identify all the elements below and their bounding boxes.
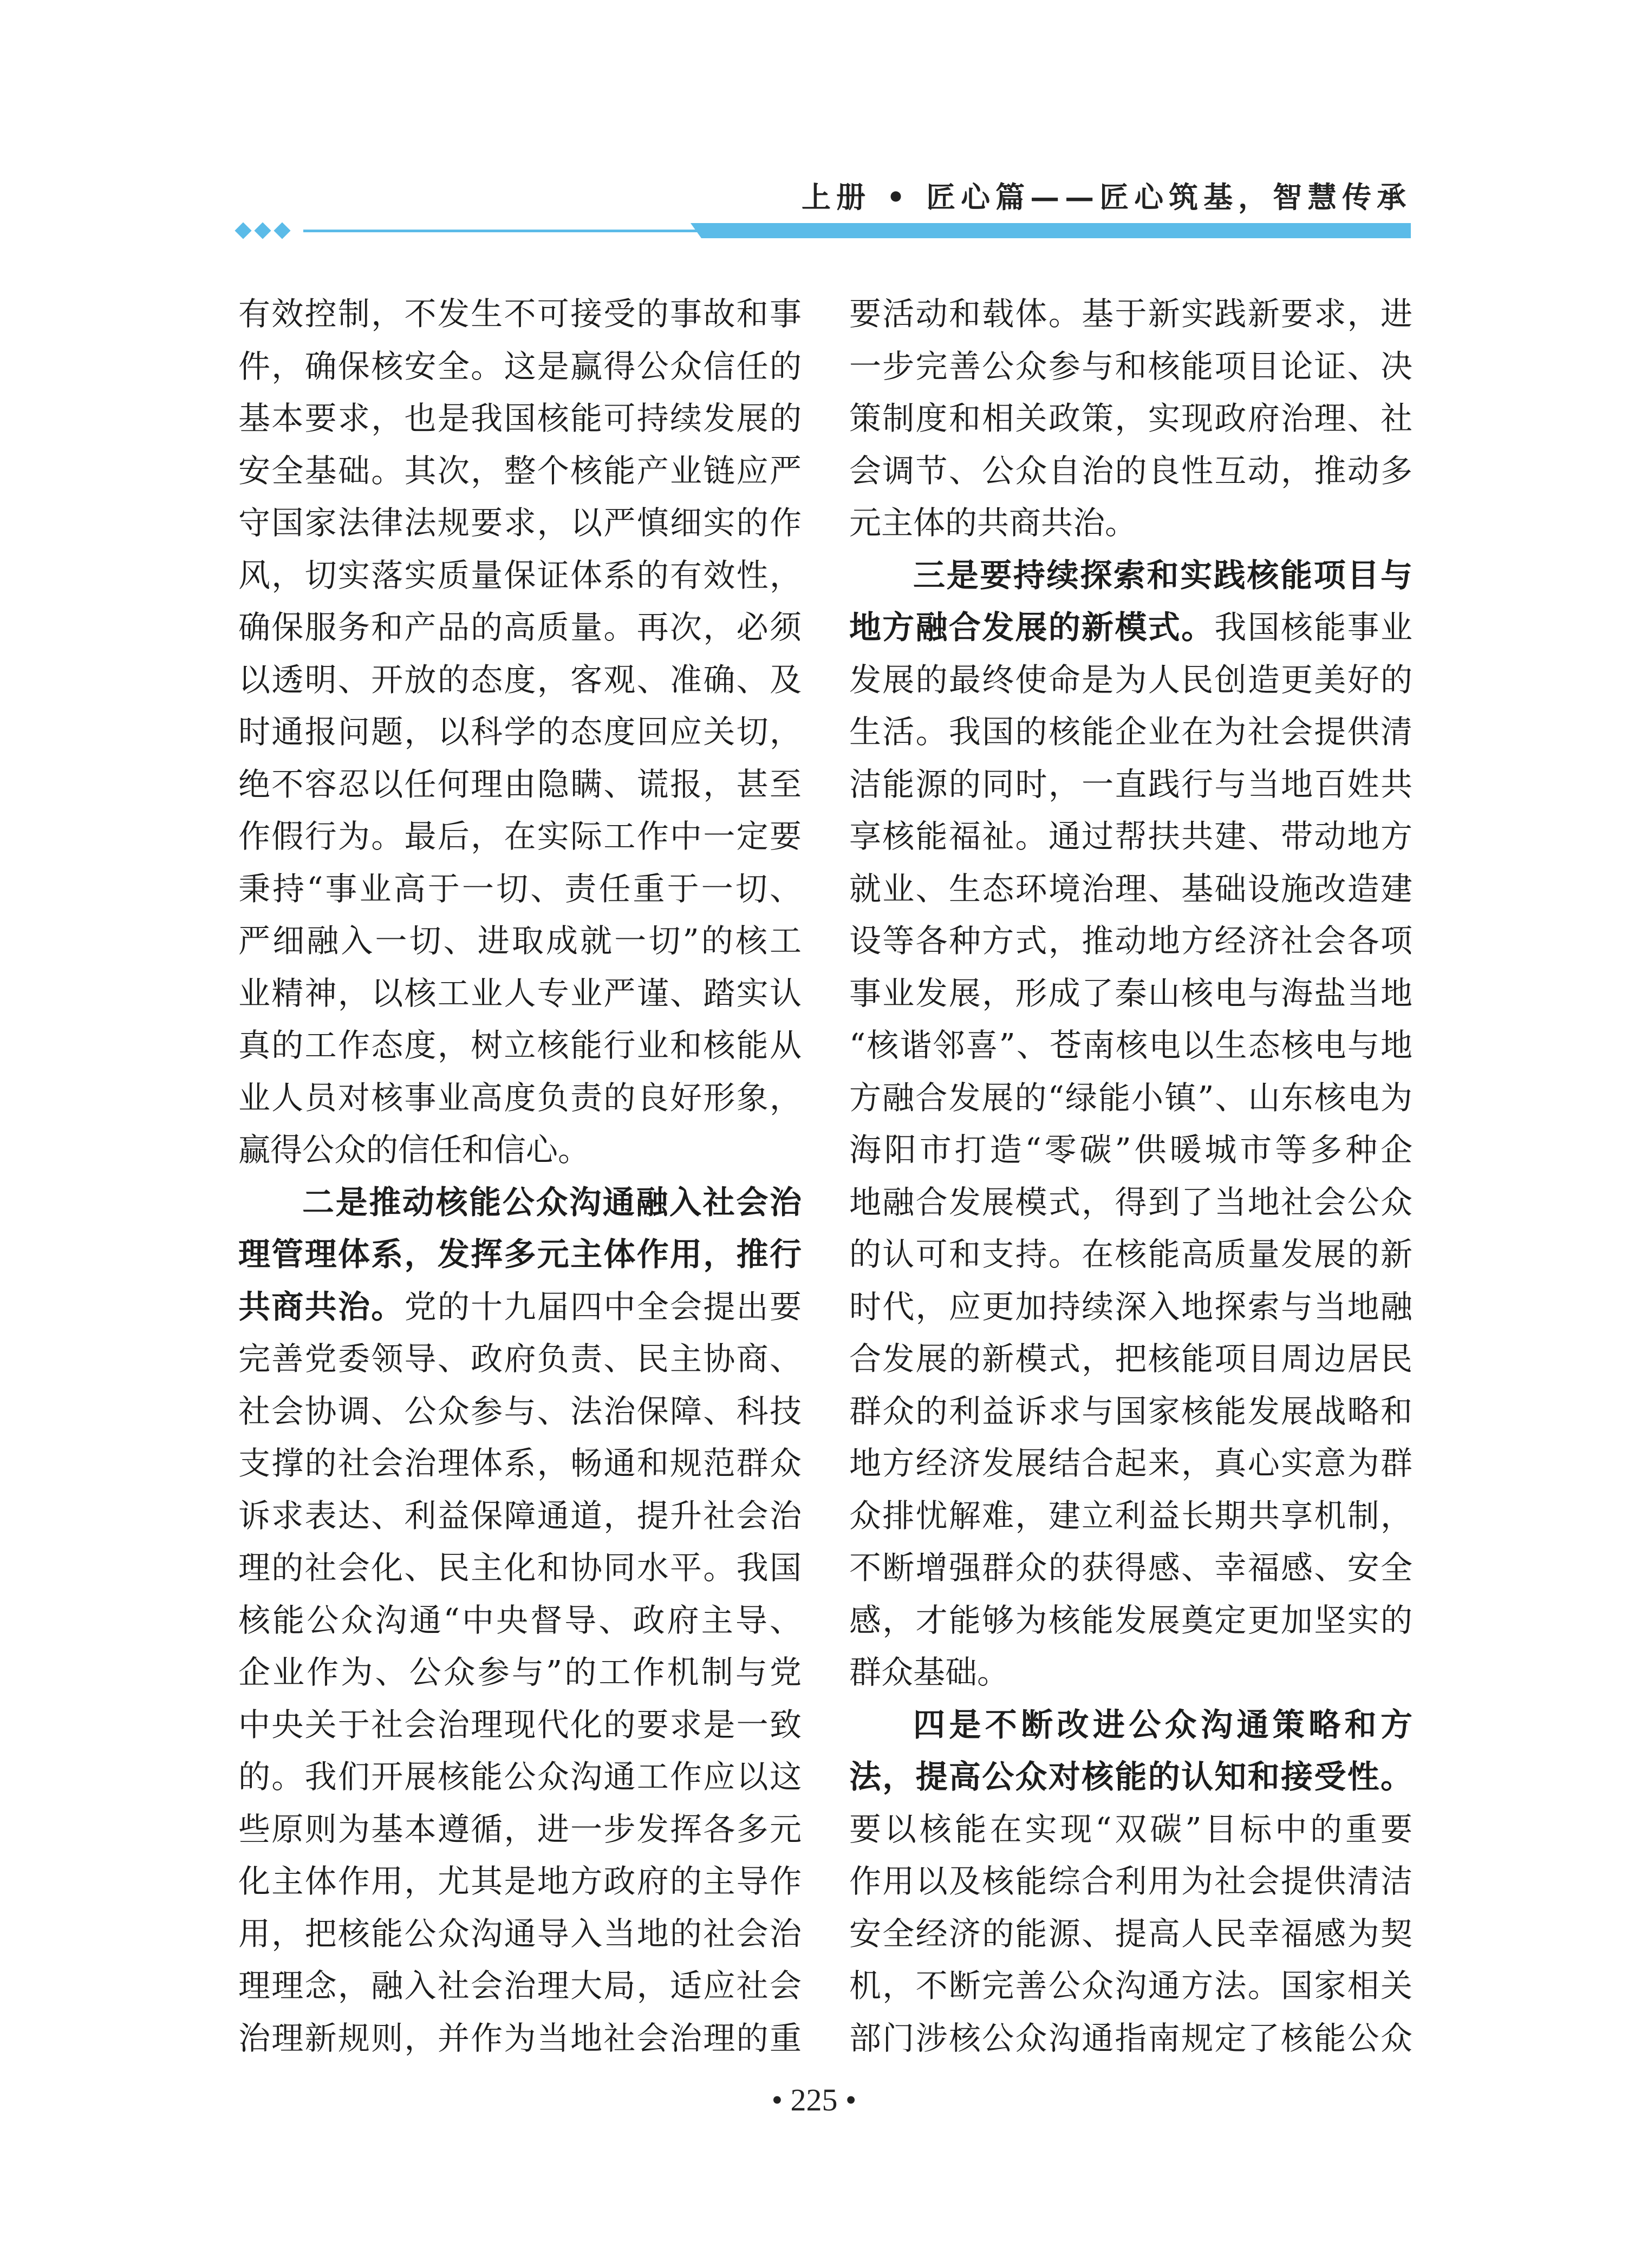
text-line [849, 1281, 1412, 1334]
text-run: 些原则为基本遵循，进一步发挥各多元 [238, 1810, 802, 1848]
text-line [238, 1437, 802, 1490]
running-head: 上册 • 匠心篇——匠心筑基，智慧传承 [802, 180, 1412, 214]
text-run: “核谐邻喜”、苍南核电以生态核电与地 [849, 1027, 1412, 1064]
text-line [238, 1177, 802, 1229]
text-run: 洁能源的同时，一直践行与当地百姓共 [849, 765, 1412, 803]
text-line [849, 445, 1412, 498]
text-line [238, 602, 802, 654]
text-run: 业精神，以核工业人专业严谨、踏实认 [238, 974, 802, 1012]
text-line [238, 1228, 802, 1281]
bold-run: 地方融合发展的新模式。 [849, 609, 1215, 646]
text-run: 守国家法律法规要求，以严慎细实的作 [238, 504, 802, 541]
text-line [849, 1019, 1412, 1072]
text-line [849, 1437, 1412, 1490]
text-line [849, 1228, 1412, 1281]
text-line [849, 1699, 1412, 1751]
text-run: 要以核能在实现“双碳”目标中的重要 [849, 1810, 1412, 1848]
text-run: 众排忧解难，建立利益长期共享机制， [849, 1496, 1412, 1534]
text-line [849, 1333, 1412, 1385]
text-line [238, 1124, 802, 1177]
text-run: 群众的利益诉求与国家核能发展战略和 [849, 1392, 1412, 1430]
text-line [849, 811, 1412, 863]
text-line [238, 341, 802, 393]
text-run: 支撑的社会治理体系，畅通和规范群众 [238, 1445, 802, 1482]
bold-run: 法，提高公众对核能的认知和接受性。 [849, 1758, 1412, 1795]
text-line [238, 1751, 802, 1803]
text-run: 安全基础。其次，整个核能产业链应严 [238, 452, 802, 489]
text-run: 赢得公众的信任和信心。 [238, 1131, 590, 1168]
text-run: 秉持“事业高于一切、责任重于一切、 [238, 870, 802, 907]
text-line [238, 445, 802, 498]
bold-run: 三是要持续探索和实践核能项目与 [913, 556, 1412, 594]
text-line [849, 759, 1412, 811]
bold-run: 共商共治。 [238, 1287, 405, 1325]
text-line [238, 1385, 802, 1438]
text-line [238, 1908, 802, 1960]
text-run: 有效控制，不发生不可接受的事故和事 [238, 295, 802, 332]
text-line [849, 1542, 1412, 1594]
text-run: 的。我们开展核能公众沟通工作应以这 [238, 1758, 802, 1795]
text-run: 时通报问题，以科学的态度回应关切， [238, 713, 802, 750]
header-tab [691, 223, 1411, 238]
text-line [238, 1855, 802, 1908]
text-line [849, 550, 1412, 602]
bold-run: 四是不断改进公众沟通策略和方 [913, 1705, 1412, 1743]
text-run: 核能公众沟通“中央督导、政府主导、 [238, 1601, 802, 1639]
text-line [238, 1542, 802, 1594]
text-run: 的认可和支持。在核能高质量发展的新 [849, 1236, 1412, 1273]
text-run: 策制度和相关政策，实现政府治理、社 [849, 400, 1412, 437]
text-run: 理理念，融入社会治理大局，适应社会 [238, 1967, 802, 2004]
text-run: 作假行为。最后，在实际工作中一定要 [238, 818, 802, 855]
text-run: 部门涉核公众沟通指南规定了核能公众 [849, 2019, 1412, 2057]
header-diamonds [237, 225, 288, 237]
text-line [849, 2012, 1412, 2065]
text-line [849, 1490, 1412, 1542]
text-line [238, 393, 802, 445]
text-run: 党的十九届四中全会提出要 [404, 1287, 802, 1325]
text-line [238, 1333, 802, 1385]
text-run: 感，才能够为核能发展奠定更加坚实的 [849, 1601, 1412, 1639]
text-line [238, 1072, 802, 1125]
text-run: 严细融入一切、进取成就一切”的核工 [238, 922, 802, 959]
text-run: 真的工作态度，树立核能行业和核能从 [238, 1027, 802, 1064]
text-line [238, 968, 802, 1020]
text-run: 用，把核能公众沟通导入当地的社会治 [238, 1914, 802, 1952]
text-line [849, 1177, 1412, 1229]
text-line [849, 1751, 1412, 1803]
text-line [238, 1490, 802, 1542]
text-run: 要活动和载体。基于新实践新要求，进 [849, 295, 1412, 332]
diamond-icon [273, 222, 290, 239]
text-line [238, 915, 802, 968]
text-run: 化主体作用，尤其是地方政府的主导作 [238, 1862, 802, 1900]
text-run: 风，切实落实质量保证体系的有效性， [238, 556, 802, 594]
diamond-icon [235, 222, 251, 239]
text-line [238, 654, 802, 707]
text-run: 我国核能事业 [1214, 609, 1412, 646]
text-run: 群众基础。 [849, 1653, 1010, 1691]
text-run: 基本要求，也是我国核能可持续发展的 [238, 400, 802, 437]
right-column [849, 288, 1412, 2064]
text-line [238, 2012, 802, 2065]
text-line [238, 1019, 802, 1072]
text-line [849, 706, 1412, 759]
text-line [849, 341, 1412, 393]
text-line [238, 497, 802, 550]
text-line [238, 811, 802, 863]
text-run: 事业发展，形成了秦山核电与海盐当地 [849, 974, 1412, 1012]
diamond-icon [254, 222, 271, 239]
text-line [849, 863, 1412, 916]
text-line [849, 288, 1412, 341]
text-line [849, 1594, 1412, 1647]
text-line [849, 602, 1412, 654]
text-run: 时代，应更加持续深入地探索与当地融 [849, 1287, 1412, 1325]
page-number: • 225 • [771, 2082, 857, 2117]
text-run: 地方经济发展结合起来，真心实意为群 [849, 1445, 1412, 1482]
text-run: 方融合发展的“绿能小镇”、山东核电为 [849, 1079, 1412, 1116]
text-run: 一步完善公众参与和核能项目论证、决 [849, 347, 1412, 385]
text-line [238, 706, 802, 759]
text-run: 中央关于社会治理现代化的要求是一致 [238, 1705, 802, 1743]
text-run: 生活。我国的核能企业在为社会提供清 [849, 713, 1412, 750]
text-run: 完善党委领导、政府负责、民主协商、 [238, 1340, 802, 1377]
text-line [849, 497, 1412, 550]
text-run: 确保服务和产品的高质量。再次，必须 [238, 609, 802, 646]
text-line [849, 1072, 1412, 1125]
text-run: 治理新规则，并作为当地社会治理的重 [238, 2019, 802, 2057]
text-run: 企业作为、公众参与”的工作机制与党 [238, 1653, 802, 1691]
text-run: 设等各种方式，推动地方经济社会各项 [849, 922, 1412, 959]
text-run: 社会协调、公众参与、法治保障、科技 [238, 1392, 802, 1430]
text-run: 以透明、开放的态度，客观、准确、及 [238, 661, 802, 698]
text-line [849, 1385, 1412, 1438]
text-line [849, 1646, 1412, 1699]
text-line [238, 1960, 802, 2012]
text-line [238, 759, 802, 811]
text-run: 理的社会化、民主化和协同水平。我国 [238, 1549, 802, 1586]
text-line [849, 393, 1412, 445]
text-line [849, 968, 1412, 1020]
text-line [849, 915, 1412, 968]
text-run: 会调节、公众自治的良性互动，推动多 [849, 452, 1412, 489]
text-line [238, 1699, 802, 1751]
text-line [849, 1908, 1412, 1960]
text-run: 业人员对核事业高度负责的良好形象， [238, 1079, 802, 1116]
text-run: 作用以及核能综合利用为社会提供清洁 [849, 1862, 1412, 1900]
text-line [238, 1803, 802, 1856]
bold-run: 理管理体系，发挥多元主体作用，推行 [238, 1236, 802, 1273]
text-line [238, 1281, 802, 1334]
left-column [238, 288, 802, 2064]
text-run: 安全经济的能源、提高人民幸福感为契 [849, 1914, 1412, 1952]
text-line [238, 550, 802, 602]
text-run: 诉求表达、利益保障通道，提升社会治 [238, 1496, 802, 1534]
text-run: 件，确保核安全。这是赢得公众信任的 [238, 347, 802, 385]
text-run: 元主体的共商共治。 [849, 504, 1137, 541]
text-line [238, 1594, 802, 1647]
text-line [238, 288, 802, 341]
text-run: 发展的最终使命是为人民创造更美好的 [849, 661, 1412, 698]
text-line [849, 1803, 1412, 1856]
text-run: 绝不容忍以任何理由隐瞒、谎报，甚至 [238, 765, 802, 803]
text-run: 就业、生态环境治理、基础设施改造建 [849, 870, 1412, 907]
text-line [238, 1646, 802, 1699]
text-line [238, 863, 802, 916]
text-line [849, 1960, 1412, 2012]
text-line [849, 1855, 1412, 1908]
text-run: 海阳市打造“零碳”供暖城市等多种企 [849, 1131, 1412, 1168]
bold-run: 二是推动核能公众沟通融入社会治 [302, 1183, 802, 1221]
text-run: 不断增强群众的获得感、幸福感、安全 [849, 1549, 1412, 1586]
text-run: 合发展的新模式，把核能项目周边居民 [849, 1340, 1412, 1377]
text-run: 地融合发展模式，得到了当地社会公众 [849, 1183, 1412, 1221]
text-run: 机，不断完善公众沟通方法。国家相关 [849, 1967, 1412, 2004]
text-line [849, 654, 1412, 707]
text-run: 享核能福祉。通过帮扶共建、带动地方 [849, 818, 1412, 855]
text-line [849, 1124, 1412, 1177]
